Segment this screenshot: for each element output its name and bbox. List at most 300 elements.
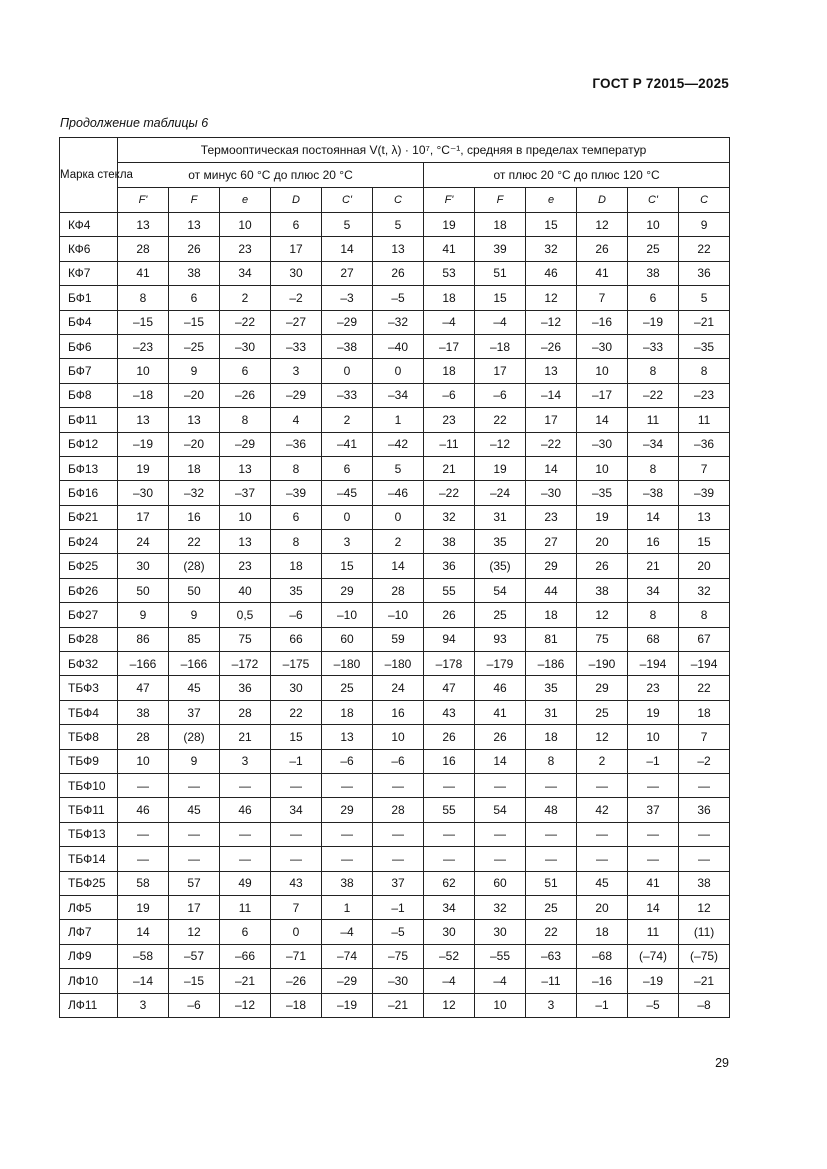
value-cell: 22	[679, 237, 730, 261]
value-cell: 0	[322, 505, 373, 529]
value-cell: –29	[271, 383, 322, 407]
table-row	[60, 773, 730, 797]
table-row	[60, 700, 730, 724]
value-cell: 66	[271, 627, 322, 651]
value-cell: 47	[118, 676, 169, 700]
value-cell: –4	[475, 969, 526, 993]
table-row	[60, 213, 730, 237]
table-row	[60, 822, 730, 846]
table-row	[60, 676, 730, 700]
value-cell: 25	[475, 603, 526, 627]
header-col: F'	[424, 188, 475, 213]
header-col: C	[373, 188, 424, 213]
value-cell: —	[475, 847, 526, 871]
value-cell: –30	[526, 481, 577, 505]
value-cell: 34	[424, 895, 475, 919]
value-cell: 29	[322, 798, 373, 822]
value-cell: –18	[475, 334, 526, 358]
value-cell: —	[679, 822, 730, 846]
value-cell: 6	[322, 456, 373, 480]
value-cell: 35	[475, 530, 526, 554]
value-cell: –15	[169, 310, 220, 334]
value-cell: 32	[424, 505, 475, 529]
value-cell: –194	[628, 652, 679, 676]
value-cell: 26	[424, 725, 475, 749]
value-cell: 28	[220, 700, 271, 724]
value-cell: 12	[679, 895, 730, 919]
value-cell: –180	[373, 652, 424, 676]
value-cell: 26	[424, 603, 475, 627]
value-cell: –35	[679, 334, 730, 358]
value-cell: 27	[322, 261, 373, 285]
value-cell: 8	[526, 749, 577, 773]
value-cell: 18	[679, 700, 730, 724]
table-row	[60, 481, 730, 505]
value-cell: –23	[118, 334, 169, 358]
value-cell: 7	[679, 456, 730, 480]
value-cell: 75	[577, 627, 628, 651]
value-cell: –71	[271, 944, 322, 968]
value-cell: 29	[322, 578, 373, 602]
value-cell: 1	[322, 895, 373, 919]
value-cell: 13	[322, 725, 373, 749]
value-cell: (28)	[169, 725, 220, 749]
value-cell: –26	[220, 383, 271, 407]
value-cell: –14	[526, 383, 577, 407]
value-cell: —	[679, 773, 730, 797]
value-cell: —	[322, 847, 373, 871]
value-cell: 19	[118, 456, 169, 480]
value-cell: 34	[628, 578, 679, 602]
table-row	[60, 237, 730, 261]
value-cell: –39	[679, 481, 730, 505]
value-cell: 28	[118, 725, 169, 749]
value-cell: 22	[169, 530, 220, 554]
value-cell: 50	[169, 578, 220, 602]
value-cell: 22	[475, 408, 526, 432]
value-cell: –12	[526, 310, 577, 334]
value-cell: 11	[679, 408, 730, 432]
value-cell: 5	[679, 286, 730, 310]
value-cell: —	[118, 847, 169, 871]
value-cell: –2	[679, 749, 730, 773]
value-cell: 94	[424, 627, 475, 651]
value-cell: 41	[424, 237, 475, 261]
glass-grade-cell: ТБФ25	[60, 871, 118, 895]
table-row	[60, 847, 730, 871]
value-cell: 20	[577, 895, 628, 919]
value-cell: –37	[220, 481, 271, 505]
value-cell: –58	[118, 944, 169, 968]
value-cell: 29	[577, 676, 628, 700]
value-cell: –18	[271, 993, 322, 1017]
value-cell: 49	[220, 871, 271, 895]
value-cell: 10	[577, 359, 628, 383]
table-row	[60, 725, 730, 749]
value-cell: —	[373, 822, 424, 846]
table-row	[60, 261, 730, 285]
value-cell: 53	[424, 261, 475, 285]
value-cell: 0	[271, 920, 322, 944]
value-cell: –1	[628, 749, 679, 773]
value-cell: –45	[322, 481, 373, 505]
value-cell: –30	[220, 334, 271, 358]
value-cell: 38	[322, 871, 373, 895]
glass-grade-cell: ЛФ5	[60, 895, 118, 919]
value-cell: 8	[679, 359, 730, 383]
value-cell: 55	[424, 798, 475, 822]
glass-grade-cell: БФ24	[60, 530, 118, 554]
value-cell: 13	[118, 213, 169, 237]
value-cell: —	[424, 822, 475, 846]
value-cell: –32	[169, 481, 220, 505]
value-cell: 10	[118, 749, 169, 773]
glass-grade-cell: ЛФ7	[60, 920, 118, 944]
value-cell: –10	[322, 603, 373, 627]
value-cell: –25	[169, 334, 220, 358]
value-cell: 26	[475, 725, 526, 749]
value-cell: 30	[271, 676, 322, 700]
value-cell: 13	[526, 359, 577, 383]
glass-grade-cell: ТБФ3	[60, 676, 118, 700]
value-cell: –6	[322, 749, 373, 773]
table-row	[60, 749, 730, 773]
value-cell: 16	[628, 530, 679, 554]
value-cell: 16	[424, 749, 475, 773]
value-cell: 0	[373, 505, 424, 529]
value-cell: (35)	[475, 554, 526, 578]
value-cell: 85	[169, 627, 220, 651]
value-cell: 38	[424, 530, 475, 554]
value-cell: –20	[169, 383, 220, 407]
value-cell: (11)	[679, 920, 730, 944]
value-cell: 16	[373, 700, 424, 724]
value-cell: 25	[628, 237, 679, 261]
glass-grade-cell: ТБФ13	[60, 822, 118, 846]
value-cell: 11	[628, 408, 679, 432]
value-cell: 44	[526, 578, 577, 602]
value-cell: 13	[373, 237, 424, 261]
value-cell: 28	[373, 798, 424, 822]
header-col: F'	[118, 188, 169, 213]
glass-grade-cell: КФ7	[60, 261, 118, 285]
value-cell: 14	[628, 505, 679, 529]
value-cell: –46	[373, 481, 424, 505]
glass-grade-cell: БФ27	[60, 603, 118, 627]
value-cell: 0	[373, 359, 424, 383]
table-row	[60, 310, 730, 334]
value-cell: —	[220, 773, 271, 797]
value-cell: 5	[373, 213, 424, 237]
table-row	[60, 944, 730, 968]
value-cell: –30	[577, 334, 628, 358]
value-cell: –38	[322, 334, 373, 358]
value-cell: 32	[475, 895, 526, 919]
table-row	[60, 286, 730, 310]
value-cell: 30	[475, 920, 526, 944]
value-cell: 38	[118, 700, 169, 724]
value-cell: 17	[169, 895, 220, 919]
value-cell: 86	[118, 627, 169, 651]
value-cell: 93	[475, 627, 526, 651]
value-cell: –29	[322, 969, 373, 993]
value-cell: 15	[679, 530, 730, 554]
value-cell: 4	[271, 408, 322, 432]
value-cell: 36	[220, 676, 271, 700]
glass-grade-cell: ТБФ9	[60, 749, 118, 773]
header-col: F	[169, 188, 220, 213]
value-cell: 2	[373, 530, 424, 554]
value-cell: 48	[526, 798, 577, 822]
value-cell: –23	[679, 383, 730, 407]
value-cell: –36	[271, 432, 322, 456]
value-cell: –42	[373, 432, 424, 456]
value-cell: 5	[322, 213, 373, 237]
value-cell: 46	[475, 676, 526, 700]
value-cell: —	[424, 847, 475, 871]
value-cell: 6	[220, 359, 271, 383]
value-cell: (28)	[169, 554, 220, 578]
value-cell: –12	[475, 432, 526, 456]
value-cell: –21	[679, 310, 730, 334]
value-cell: –30	[373, 969, 424, 993]
header-col: C	[679, 188, 730, 213]
value-cell: –6	[271, 603, 322, 627]
value-cell: –39	[271, 481, 322, 505]
value-cell: 3	[322, 530, 373, 554]
header-glass-grade: Марка стекла	[60, 138, 118, 213]
value-cell: 36	[424, 554, 475, 578]
value-cell: –29	[322, 310, 373, 334]
value-cell: 55	[424, 578, 475, 602]
value-cell: 12	[169, 920, 220, 944]
value-cell: 46	[118, 798, 169, 822]
value-cell: 18	[169, 456, 220, 480]
value-cell: 10	[475, 993, 526, 1017]
value-cell: 31	[475, 505, 526, 529]
value-cell: –41	[322, 432, 373, 456]
value-cell: 2	[220, 286, 271, 310]
value-cell: 51	[475, 261, 526, 285]
value-cell: –194	[679, 652, 730, 676]
table-row	[60, 798, 730, 822]
value-cell: 12	[577, 603, 628, 627]
value-cell: –14	[118, 969, 169, 993]
value-cell: –19	[628, 969, 679, 993]
value-cell: –15	[118, 310, 169, 334]
value-cell: –19	[322, 993, 373, 1017]
glass-grade-cell: БФ16	[60, 481, 118, 505]
value-cell: 6	[169, 286, 220, 310]
value-cell: –4	[475, 310, 526, 334]
value-cell: –20	[169, 432, 220, 456]
table-body	[60, 213, 730, 1018]
table-row	[60, 530, 730, 554]
value-cell: –38	[628, 481, 679, 505]
value-cell: 81	[526, 627, 577, 651]
value-cell: 17	[271, 237, 322, 261]
value-cell: 45	[169, 676, 220, 700]
value-cell: 8	[118, 286, 169, 310]
value-cell: –5	[628, 993, 679, 1017]
header-range-2: от плюс 20 °C до плюс 120 °C	[424, 163, 730, 188]
glass-grade-cell: ТБФ4	[60, 700, 118, 724]
value-cell: 14	[628, 895, 679, 919]
value-cell: –5	[373, 920, 424, 944]
value-cell: 8	[628, 456, 679, 480]
value-cell: –22	[220, 310, 271, 334]
value-cell: –52	[424, 944, 475, 968]
value-cell: 57	[169, 871, 220, 895]
header-col: D	[577, 188, 628, 213]
header-thermo-optic-constant: Термооптическая постоянная V(t, λ) · 10⁷, °C⁻¹, средняя в пределах температур	[118, 138, 730, 163]
header-col: e	[220, 188, 271, 213]
value-cell: –15	[169, 969, 220, 993]
value-cell: 13	[169, 213, 220, 237]
value-cell: 2	[322, 408, 373, 432]
value-cell: 38	[628, 261, 679, 285]
glass-grade-cell: ЛФ11	[60, 993, 118, 1017]
glass-grade-cell: ТБФ11	[60, 798, 118, 822]
value-cell: 3	[220, 749, 271, 773]
value-cell: 14	[373, 554, 424, 578]
value-cell: –8	[679, 993, 730, 1017]
value-cell: –3	[322, 286, 373, 310]
value-cell: –33	[322, 383, 373, 407]
value-cell: 19	[424, 213, 475, 237]
value-cell: —	[526, 847, 577, 871]
value-cell: 9	[679, 213, 730, 237]
header-col: D	[271, 188, 322, 213]
value-cell: 22	[271, 700, 322, 724]
value-cell: 8	[271, 530, 322, 554]
value-cell: –16	[577, 310, 628, 334]
value-cell: —	[322, 822, 373, 846]
value-cell: –6	[373, 749, 424, 773]
value-cell: 10	[577, 456, 628, 480]
value-cell: –18	[118, 383, 169, 407]
value-cell: —	[475, 773, 526, 797]
glass-grade-cell: ТБФ8	[60, 725, 118, 749]
value-cell: –30	[577, 432, 628, 456]
value-cell: 6	[271, 505, 322, 529]
value-cell: –68	[577, 944, 628, 968]
table-row	[60, 895, 730, 919]
value-cell: 30	[118, 554, 169, 578]
value-cell: 40	[220, 578, 271, 602]
glass-grade-cell: ЛФ10	[60, 969, 118, 993]
value-cell: 10	[220, 505, 271, 529]
value-cell: –178	[424, 652, 475, 676]
value-cell: 9	[169, 749, 220, 773]
value-cell: 45	[577, 871, 628, 895]
value-cell: 17	[475, 359, 526, 383]
value-cell: –186	[526, 652, 577, 676]
value-cell: 46	[220, 798, 271, 822]
value-cell: —	[526, 773, 577, 797]
value-cell: 22	[679, 676, 730, 700]
value-cell: 28	[373, 578, 424, 602]
glass-grade-cell: БФ1	[60, 286, 118, 310]
value-cell: 11	[220, 895, 271, 919]
value-cell: 27	[526, 530, 577, 554]
value-cell: 8	[220, 408, 271, 432]
value-cell: —	[475, 822, 526, 846]
glass-grade-cell: ЛФ9	[60, 944, 118, 968]
glass-grade-cell: БФ28	[60, 627, 118, 651]
value-cell: 15	[271, 725, 322, 749]
value-cell: –21	[373, 993, 424, 1017]
value-cell: 19	[577, 505, 628, 529]
value-cell: —	[424, 773, 475, 797]
table-row	[60, 969, 730, 993]
value-cell: 7	[577, 286, 628, 310]
value-cell: 18	[526, 603, 577, 627]
value-cell: 0,5	[220, 603, 271, 627]
value-cell: 22	[526, 920, 577, 944]
table-row	[60, 505, 730, 529]
value-cell: 24	[118, 530, 169, 554]
value-cell: 8	[628, 603, 679, 627]
value-cell: –32	[373, 310, 424, 334]
value-cell: 23	[424, 408, 475, 432]
glass-grade-cell: ТБФ10	[60, 773, 118, 797]
value-cell: 6	[271, 213, 322, 237]
glass-grade-cell: КФ4	[60, 213, 118, 237]
value-cell: 18	[577, 920, 628, 944]
value-cell: 3	[118, 993, 169, 1017]
value-cell: –10	[373, 603, 424, 627]
table-row	[60, 383, 730, 407]
value-cell: 12	[577, 213, 628, 237]
value-cell: 28	[118, 237, 169, 261]
value-cell: 24	[373, 676, 424, 700]
value-cell: 21	[628, 554, 679, 578]
value-cell: –2	[271, 286, 322, 310]
value-cell: 14	[526, 456, 577, 480]
value-cell: 21	[220, 725, 271, 749]
value-cell: —	[118, 773, 169, 797]
value-cell: 19	[475, 456, 526, 480]
value-cell: 35	[271, 578, 322, 602]
value-cell: (–75)	[679, 944, 730, 968]
table-row	[60, 993, 730, 1017]
value-cell: —	[628, 822, 679, 846]
value-cell: –11	[526, 969, 577, 993]
table-row	[60, 871, 730, 895]
value-cell: —	[118, 822, 169, 846]
glass-grade-cell: БФ8	[60, 383, 118, 407]
value-cell: –21	[220, 969, 271, 993]
value-cell: 20	[679, 554, 730, 578]
value-cell: 47	[424, 676, 475, 700]
value-cell: 34	[271, 798, 322, 822]
header-col: F	[475, 188, 526, 213]
value-cell: 5	[373, 456, 424, 480]
value-cell: 43	[271, 871, 322, 895]
value-cell: –16	[577, 969, 628, 993]
value-cell: 19	[118, 895, 169, 919]
value-cell: 9	[169, 603, 220, 627]
value-cell: –11	[424, 432, 475, 456]
value-cell: 38	[577, 578, 628, 602]
value-cell: –6	[169, 993, 220, 1017]
value-cell: —	[271, 822, 322, 846]
header-col: C'	[322, 188, 373, 213]
value-cell: 12	[424, 993, 475, 1017]
value-cell: —	[169, 822, 220, 846]
value-cell: –57	[169, 944, 220, 968]
